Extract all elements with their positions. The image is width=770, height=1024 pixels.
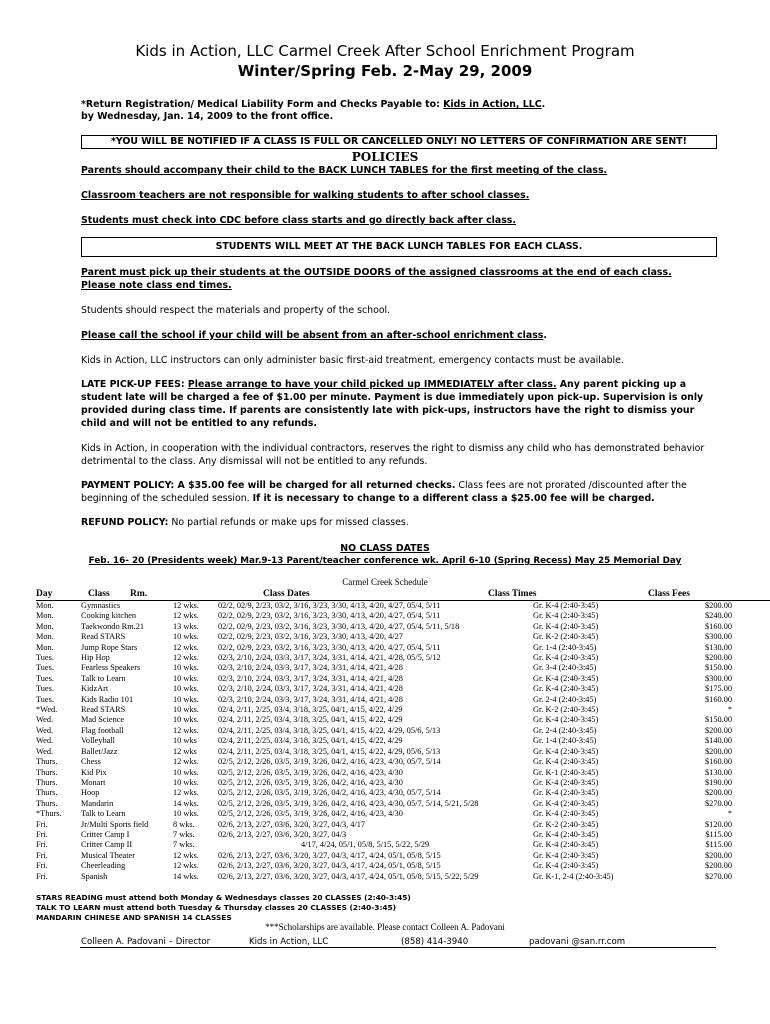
row-dates: 02/5, 2/12, 2/26, 03/5, 3/19, 3/26, 04/2, 4/16, 4/23, 4/30, 05/7, 5/14	[218, 788, 441, 798]
row-class: Jump Rope Stars	[81, 642, 138, 652]
payment-policy-text: Class fees are not prorated /discounted after the beginning of the scheduled session.	[81, 480, 687, 504]
row-day: Fri.	[36, 840, 48, 850]
row-time: Gr. 2-4 (2:40-3:45)	[533, 694, 597, 704]
row-class: Hip Hop	[81, 653, 110, 663]
row-class: Spanish	[81, 871, 108, 881]
row-class: Musical Theater	[81, 850, 135, 860]
row-weeks: 7 wks.	[173, 829, 195, 839]
row-weeks: 10 wks.	[173, 705, 199, 715]
row-time: Gr. K-1, 2-4 (2:40-3:45)	[533, 871, 614, 881]
table-row	[36, 611, 732, 621]
policy-absence: Please call the school if your child will be absent from an after-school enrichment class	[81, 330, 544, 341]
policy-dismissal: Kids in Action, in cooperation with the individual contractors, reserves the right to dismiss any child who has demonstrated behavior detrimental to the class. Any dismissal will not be entitled to any refunds.	[81, 443, 705, 467]
row-class: Mandarin	[81, 798, 114, 808]
row-dates: 02/3, 2/10, 2/24, 03/3, 3/17, 3/24, 3/31, 4/14, 4/21, 4/28, 05/5, 5/12	[218, 653, 441, 663]
row-weeks: 14 wks.	[173, 871, 199, 881]
row-fee: $115.00	[705, 840, 732, 850]
row-weeks: 12 wks.	[173, 611, 199, 621]
row-time: Gr. K-4 (2:40-3:45)	[533, 809, 599, 819]
policy-absence-line	[81, 329, 721, 342]
row-time: Gr. K-2 (2:40-3:45)	[533, 705, 599, 715]
row-weeks: 12 wks	[173, 746, 197, 756]
row-weeks: 10 wks.	[173, 809, 199, 819]
row-fee: $120.00	[705, 819, 732, 829]
row-time: Gr. K-4 (2:40-3:45)	[533, 757, 599, 767]
row-weeks: 12 wks.	[173, 850, 199, 860]
late-pickup-fees	[81, 378, 717, 430]
row-dates: 02/3, 2/10, 2/24, 03/3, 3/17, 3/24, 3/31, 4/14, 4/21, 4/28	[218, 663, 403, 673]
refund-policy	[81, 516, 721, 529]
row-weeks: 14 wks.	[173, 798, 199, 808]
policy-end-times: Please note class end times.	[81, 280, 232, 291]
row-time: Gr. K-4 (2:40-3:45)	[533, 746, 599, 756]
row-fee: *	[727, 705, 732, 715]
row-time: Gr. K-4 (2:40-3:45)	[533, 777, 599, 787]
row-day: Thurs.	[36, 757, 58, 767]
row-weeks: 10 wks.	[173, 663, 199, 673]
row-weeks: 12 wks.	[173, 601, 199, 610]
table-row	[36, 632, 732, 642]
row-time: Gr. K-2 (2:40-3:45)	[533, 632, 599, 642]
table-row	[36, 705, 732, 715]
row-weeks: 10 wks.	[173, 632, 199, 642]
row-dates: 02/5, 2/12, 2/26, 03/5, 3/19, 3/26, 04/2, 4/16, 4/23, 4/30	[218, 809, 403, 819]
row-class: Talk to Learn	[81, 673, 126, 683]
row-time: Gr. K-4 (2:40-3:45)	[533, 653, 599, 663]
row-fee: $190.00	[705, 777, 732, 787]
row-time: Gr. K-4 (2:40-3:45)	[533, 788, 599, 798]
row-fee: $270.00	[705, 871, 732, 881]
table-row	[36, 726, 732, 736]
row-dates: 02/5, 2/12, 2/26, 03/5, 3/19, 3/26, 04/2, 4/16, 4/23, 4/30	[218, 777, 403, 787]
late-pickup-text: Any parent picking up a student late will be charged a fee of $1.00 per minute. Payment is due immediately upon pick-up. Supervision is only provided during class time. If parents are consistently late with pick-ups, instructors have the right to dismiss your child and will not be entitled to any refunds.	[81, 379, 704, 429]
col-header-times: Class Times	[488, 589, 537, 599]
table-row	[36, 799, 732, 809]
row-fee: $130.00	[705, 767, 732, 777]
row-class: Flag football	[81, 725, 124, 735]
row-day: Wed.	[36, 746, 54, 756]
footer-company: Kids in Action, LLC	[249, 937, 329, 947]
table-row	[36, 601, 732, 611]
row-time: Gr. K-4 (2:40-3:45)	[533, 621, 599, 631]
row-day: Tues.	[36, 684, 54, 694]
row-fee: $300.00	[705, 632, 732, 642]
deadline-line: by Wednesday, Jan. 14, 2009 to the front office.	[81, 111, 334, 122]
row-class: Taekwondo Rm.21	[81, 621, 145, 631]
row-fee: $150.00	[705, 715, 732, 725]
col-header-class: Class	[88, 589, 110, 599]
period: .	[541, 99, 546, 110]
row-time: Gr. K-4 (2:40-3:45)	[533, 840, 599, 850]
row-time: Gr. K-4 (2:40-3:45)	[533, 611, 599, 621]
row-day: Fri.	[36, 861, 48, 871]
row-day: Mon.	[36, 611, 54, 621]
note-mandarin-spanish: MANDARIN CHINESE AND SPANISH 14 CLASSES	[36, 913, 232, 922]
change-fee-text: If it is necessary to change to a different class a $25.00 fee will be charged.	[252, 493, 655, 504]
row-class: Volleyball	[81, 736, 115, 746]
table-row	[36, 757, 732, 767]
row-dates: 02/3, 2/10, 2/24, 03/3, 3/17, 3/24, 3/31, 4/14, 4/21, 4/28	[218, 673, 403, 683]
row-dates: 02/4, 2/11, 2/25, 03/4, 3/18, 3/25, 04/1, 4/15, 4/22, 4/29, 05/6, 5/13	[218, 746, 441, 756]
row-class: Talk to Learn	[81, 809, 126, 819]
schedule-table-body	[36, 601, 732, 882]
row-time: Gr. K-4 (2:40-3:45)	[533, 850, 599, 860]
row-dates: 02/3, 2/10, 2/24, 03/3, 3/17, 3/24, 3/31, 4/14, 4/21, 4/28	[218, 694, 403, 704]
table-row	[36, 820, 732, 830]
return-registration-text: *Return Registration/ Medical Liability Form and Checks Payable to:	[81, 99, 444, 110]
row-class: Cooking kitchen	[81, 611, 137, 621]
row-fee: $240.00	[705, 611, 732, 621]
row-dates: 02/5, 2/12, 2/26, 03/5, 3/19, 3/26, 04/2, 4/16, 4/23, 4/30, 05/7, 5/14, 5/21, 5/28	[218, 798, 479, 808]
table-row	[36, 622, 732, 632]
row-fee: *	[727, 809, 732, 819]
row-fee: $200.00	[705, 788, 732, 798]
note-stars-reading: STARS READING must attend both Monday & Wednesdays classes 20 CLASSES (2:40-3:45)	[36, 893, 411, 902]
row-dates: 02/6, 2/13, 2/27, 03/6, 3/20, 3/27, 04/3, 4/17, 4/24, 05/1, 05/8, 5/15, 5/22, 5/29	[218, 871, 479, 881]
row-class: Fearless Speakers	[81, 663, 141, 673]
row-class: Gymnastics	[81, 601, 121, 610]
row-day: Mon.	[36, 642, 54, 652]
payment-policy-label: PAYMENT POLICY: A $35.00 fee will be charged for all returned checks.	[81, 480, 456, 491]
row-class: KidzArt	[81, 684, 109, 694]
policy-lunch-tables: Parents should accompany their child to the BACK LUNCH TABLES for the first meeting of the class.	[81, 165, 608, 176]
row-day: Tues.	[36, 673, 54, 683]
table-row	[36, 809, 732, 819]
footer-email: padovani @san.rr.com	[529, 937, 626, 947]
payee-name: Kids in Action, LLC	[443, 99, 542, 110]
row-class: Read STARS	[81, 705, 126, 715]
row-dates: 02/5, 2/12, 2/26, 03/5, 3/19, 3/26, 04/2, 4/16, 4/23, 4/30	[218, 767, 403, 777]
table-row	[36, 674, 732, 684]
row-day: Wed.	[36, 715, 54, 725]
row-day: Thurs.	[36, 767, 58, 777]
row-dates: 02/2, 02/9, 2/23, 03/2, 3/16, 3/23, 3/30, 4/13, 4/20, 4/27, 05/4, 5/11	[218, 611, 441, 621]
refund-policy-label: REFUND POLICY:	[81, 517, 169, 528]
footer-phone: (858) 414-3940	[401, 937, 469, 947]
refund-policy-text: No partial refunds or make ups for missed classes.	[168, 517, 409, 528]
table-row	[36, 643, 732, 653]
row-fee: $115.00	[705, 829, 732, 839]
row-weeks: 12 wks.	[173, 642, 199, 652]
row-weeks: 12 wks.	[173, 861, 199, 871]
row-dates: 02/5, 2/12, 2/26, 03/5, 3/19, 3/26, 04/2, 4/16, 4/23, 4/30, 05/7, 5/14	[218, 757, 441, 767]
row-fee: $200.00	[705, 850, 732, 860]
row-weeks: 12 wks.	[173, 725, 199, 735]
row-time: Gr. K-2 (2:40-3:45)	[533, 819, 599, 829]
row-dates: 02/4, 2/11, 2/25, 03/4, 3/18, 3/25, 04/1, 4/15, 4/22, 4/29, 05/6, 5/13	[218, 725, 441, 735]
row-class: Critter Camp I	[81, 829, 130, 839]
footer-director: Colleen A. Padovani – Director	[81, 937, 211, 947]
row-time: Gr. K-4 (2:40-3:45)	[533, 684, 599, 694]
row-class: Mad Science	[81, 715, 125, 725]
row-weeks: 12 wks.	[173, 788, 199, 798]
row-class: Kid Pix	[81, 767, 107, 777]
scholarship-note: ***Scholarships are available. Please contact Colleen A. Padovani	[265, 922, 505, 932]
policy-pickup: Parent must pick up their students at the OUTSIDE DOORS of the assigned classrooms at the end of each class.	[81, 267, 672, 278]
row-time: Gr. K-4 (2:40-3:45)	[533, 829, 599, 839]
row-weeks: 10 wks.	[173, 767, 199, 777]
row-dates: 02/6, 2/13, 2/27, 03/6, 3/20, 3/27, 04/3, 4/17	[218, 819, 366, 829]
row-time: Gr. K-4 (2:40-3:45)	[533, 861, 599, 871]
table-row	[36, 695, 732, 705]
row-dates: 02/6, 2/13, 2/27, 03/6, 3/20, 3/27, 04/3	[218, 829, 347, 839]
table-row	[36, 768, 732, 778]
policy-first-aid: Kids in Action, LLC instructors can only administer basic first-aid treatment, emergency contacts must be available.	[81, 355, 624, 366]
schedule-notes	[36, 893, 411, 923]
row-fee: $270.00	[705, 798, 732, 808]
row-weeks: 10 wks	[173, 736, 197, 746]
policy-respect: Students should respect the materials and property of the school.	[81, 305, 391, 316]
table-row	[36, 851, 732, 861]
row-day: Tues.	[36, 653, 54, 663]
row-dates: 02/3, 2/10, 2/24, 03/3, 3/17, 3/24, 3/31, 4/14, 4/21, 4/28	[218, 684, 403, 694]
table-row	[36, 653, 732, 663]
row-fee: $200.00	[705, 601, 732, 610]
late-pickup-arrange: Please arrange to have your child picked up IMMEDIATELY after class.	[187, 379, 557, 390]
row-time: Gr. 1-4 (2:40-3:45)	[533, 736, 597, 746]
row-weeks: 10 wks.	[173, 777, 199, 787]
row-class: Critter Camp II	[81, 840, 133, 850]
row-dates: 02/2, 02/9, 2/23, 03/2, 3/16, 3/23, 3/30, 4/13, 4/20, 4/27, 05/4, 5/11	[218, 601, 441, 610]
row-fee: $175.00	[705, 684, 732, 694]
table-row	[36, 778, 732, 788]
table-row	[36, 788, 732, 798]
row-dates: 02/2, 02/9, 2/23, 03/2, 3/16, 3/23, 3/30, 4/13, 4/20, 4/27, 05/4, 5/11, 5/18	[218, 621, 460, 631]
policies-heading: POLICIES	[351, 150, 419, 164]
no-class-heading: NO CLASS DATES	[340, 543, 430, 554]
row-dates: 02/4, 2/11, 2/25, 03/4, 3/18, 3/25, 04/1, 4/15, 4/22, 4/29	[218, 715, 403, 725]
row-fee: $300.00	[705, 673, 732, 683]
table-row	[36, 830, 732, 840]
row-weeks: 12 wks.	[173, 653, 199, 663]
row-time: Gr. K-4 (2:40-3:45)	[533, 673, 599, 683]
row-day: *Wed.	[36, 705, 58, 715]
row-day: *Thurs.	[36, 809, 62, 819]
row-weeks: 13 wks.	[173, 621, 199, 631]
row-time: Gr. K-4 (2:40-3:45)	[533, 798, 599, 808]
late-pickup-label: LATE PICK-UP FEES:	[81, 379, 188, 390]
row-day: Mon.	[36, 601, 54, 610]
row-dates: 4/17, 4/24, 05/1, 05/8, 5/15, 5/22, 5/29	[218, 840, 430, 850]
row-fee: $160.00	[705, 621, 732, 631]
row-time: Gr. 3-4 (2:40-3:45)	[533, 663, 597, 673]
table-row	[36, 736, 732, 746]
row-fee: $200.00	[705, 746, 732, 756]
row-weeks: 8 wks.	[173, 819, 195, 829]
table-row	[36, 747, 732, 757]
row-weeks: 10 wks.	[173, 715, 199, 725]
row-day: Mon.	[36, 632, 54, 642]
no-class-dates: Feb. 16- 20 (Presidents week) Mar.9-13 Parent/teacher conference wk. April 6-10 (Spring Recess) May 25 Memorial Day	[88, 556, 682, 566]
row-dates: 02/2, 02/9, 2/23, 03/2, 3/16, 3/23, 3/30, 4/13, 4/20, 4/27, 05/4, 5/11	[218, 642, 441, 652]
row-class: Read STARS	[81, 632, 126, 642]
row-time: Gr. K-1 (2:40-3:45)	[533, 767, 599, 777]
period: .	[543, 330, 547, 341]
row-class: Chess	[81, 757, 101, 767]
row-day: Fri.	[36, 819, 48, 829]
meeting-place-box: STUDENTS WILL MEET AT THE BACK LUNCH TABLES FOR EACH CLASS.	[81, 237, 717, 257]
row-fee: $140.00	[705, 736, 732, 746]
row-weeks: 10 wks.	[173, 694, 199, 704]
row-dates: 02/6, 2/13, 2/27, 03/6, 3/20, 3/27, 04/3, 4/17, 4/24, 05/1, 05/8, 5/15	[218, 861, 441, 871]
row-day: Tues.	[36, 694, 54, 704]
row-weeks: 10 wks.	[173, 684, 199, 694]
row-class: Hoop	[81, 788, 100, 798]
session-dates-title: Winter/Spring Feb. 2-May 29, 2009	[237, 62, 533, 80]
col-header-fees: Class Fees	[648, 589, 690, 599]
row-dates: 02/4, 2/11, 2/25, 03/4, 3/18, 3/25, 04/1, 4/15, 4/22, 4/29	[218, 736, 403, 746]
col-header-dates: Class Dates	[263, 589, 310, 599]
schedule-table	[36, 601, 732, 882]
row-day: Mon.	[36, 621, 54, 631]
payment-policy	[81, 479, 721, 505]
row-day: Tues.	[36, 663, 54, 673]
row-fee: $160.00	[705, 694, 732, 704]
row-day: Wed.	[36, 725, 54, 735]
row-class: Jr/Multi Sports field	[81, 819, 149, 829]
note-talk-to-learn: TALK TO LEARN must attend both Tuesday & Thursday classes 20 CLASSES (2:40-3:45)	[36, 903, 397, 912]
row-dates: 02/2, 02/9, 2/23, 03/2, 3/16, 3/23, 3/30, 4/13, 4/20, 4/27	[218, 632, 403, 642]
row-time: Gr. 1-4 (2:40-3:45)	[533, 642, 597, 652]
col-header-rm: Rm.	[130, 589, 148, 599]
policy-check-in: Students must check into CDC before class starts and go directly back after class.	[81, 215, 516, 226]
table-row	[36, 840, 732, 850]
row-day: Wed.	[36, 736, 54, 746]
row-fee: $200.00	[705, 725, 732, 735]
row-fee: $130.00	[705, 642, 732, 652]
table-row	[36, 684, 732, 694]
row-fee: $160.00	[705, 757, 732, 767]
row-time: Gr. K-4 (2:40-3:45)	[533, 601, 599, 610]
row-day: Thurs.	[36, 788, 58, 798]
row-day: Fri.	[36, 871, 48, 881]
row-dates: 02/6, 2/13, 2/27, 03/6, 3/20, 3/27, 04/3, 4/17, 4/24, 05/1, 05/8, 5/15	[218, 850, 441, 860]
policy-teachers: Classroom teachers are not responsible for walking students to after school classes.	[81, 190, 530, 201]
row-class: Kids Radio 101	[81, 694, 134, 704]
row-time: Gr. 2-4 (2:40-3:45)	[533, 725, 597, 735]
row-day: Thurs.	[36, 777, 58, 787]
col-header-day: Day	[36, 589, 53, 599]
row-fee: $200.00	[705, 653, 732, 663]
schedule-title: Carmel Creek Schedule	[342, 577, 428, 587]
row-class: Ballet/Jazz	[81, 746, 118, 756]
row-fee: $200.00	[705, 861, 732, 871]
notification-notice: *YOU WILL BE NOTIFIED IF A CLASS IS FULL OR CANCELLED ONLY! NO LETTERS OF CONFIRMATION ARE SENT!	[81, 135, 717, 149]
table-row	[36, 663, 732, 673]
row-weeks: 7 wks.	[173, 840, 195, 850]
table-row	[36, 872, 732, 882]
table-row	[36, 715, 732, 725]
row-time: Gr. K-4 (2:40-3:45)	[533, 715, 599, 725]
row-fee: $150.00	[705, 663, 732, 673]
row-weeks: 12 wks.	[173, 757, 199, 767]
row-dates: 02/4, 2/11, 2/25, 03/4, 3/18, 3/25, 04/1, 4/15, 4/22, 4/29	[218, 705, 403, 715]
table-row	[36, 861, 732, 871]
row-day: Thurs.	[36, 798, 58, 808]
row-class: Monart	[81, 777, 106, 787]
row-class: Cheerleading	[81, 861, 126, 871]
row-day: Fri.	[36, 850, 48, 860]
row-day: Fri.	[36, 829, 48, 839]
row-weeks: 10 wks.	[173, 673, 199, 683]
program-title: Kids in Action, LLC Carmel Creek After School Enrichment Program	[135, 42, 635, 60]
footer-rule	[80, 947, 716, 948]
